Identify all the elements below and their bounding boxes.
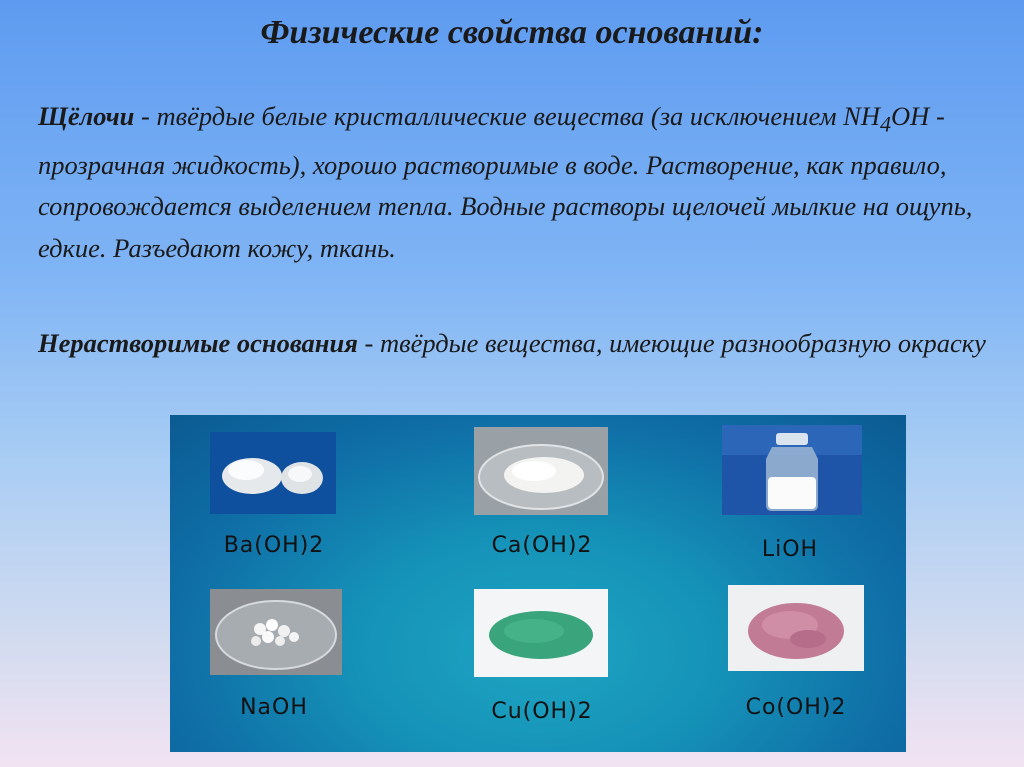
insoluble-text: - твёрдые вещества, имеющие разнообразную окраску — [357, 328, 986, 358]
alkali-text-2: OH - прозрачная жидкость), хорошо растворимые в воде. Растворение, как правило, сопровождается выделением тепла. Водные растворы щелочей мылкие на ощупь, едкие. Разъедают кожу, ткань. — [38, 101, 973, 263]
cu-oh2-label: Cu(OH)2 — [491, 699, 593, 724]
ca-oh2-label: Ca(OH)2 — [491, 533, 593, 558]
naoh-photo — [210, 589, 342, 675]
lioh-photo — [722, 425, 862, 515]
alkali-term: Щёлочи — [38, 101, 135, 131]
co-oh2-photo — [728, 585, 864, 671]
samples-panel — [170, 415, 906, 752]
insoluble-paragraph — [38, 323, 998, 365]
naoh-label: NaOH — [240, 695, 308, 720]
cu-oh2-photo — [474, 589, 608, 677]
insoluble-term: Нерастворимые основания — [38, 328, 358, 358]
ca-oh2-photo — [474, 427, 608, 515]
alkali-text-1: - твёрдые белые кристаллические вещества (за исключением NH — [134, 101, 880, 131]
co-oh2-label: Co(OH)2 — [745, 695, 847, 720]
alkali-subscript: 4 — [880, 111, 892, 137]
ba-oh2-label: Ba(OH)2 — [223, 533, 325, 558]
slide-title: Физические свойства оснований: — [260, 14, 764, 51]
alkali-paragraph — [38, 96, 998, 269]
lioh-label: LiOH — [761, 537, 819, 562]
ba-oh2-photo — [210, 432, 336, 514]
